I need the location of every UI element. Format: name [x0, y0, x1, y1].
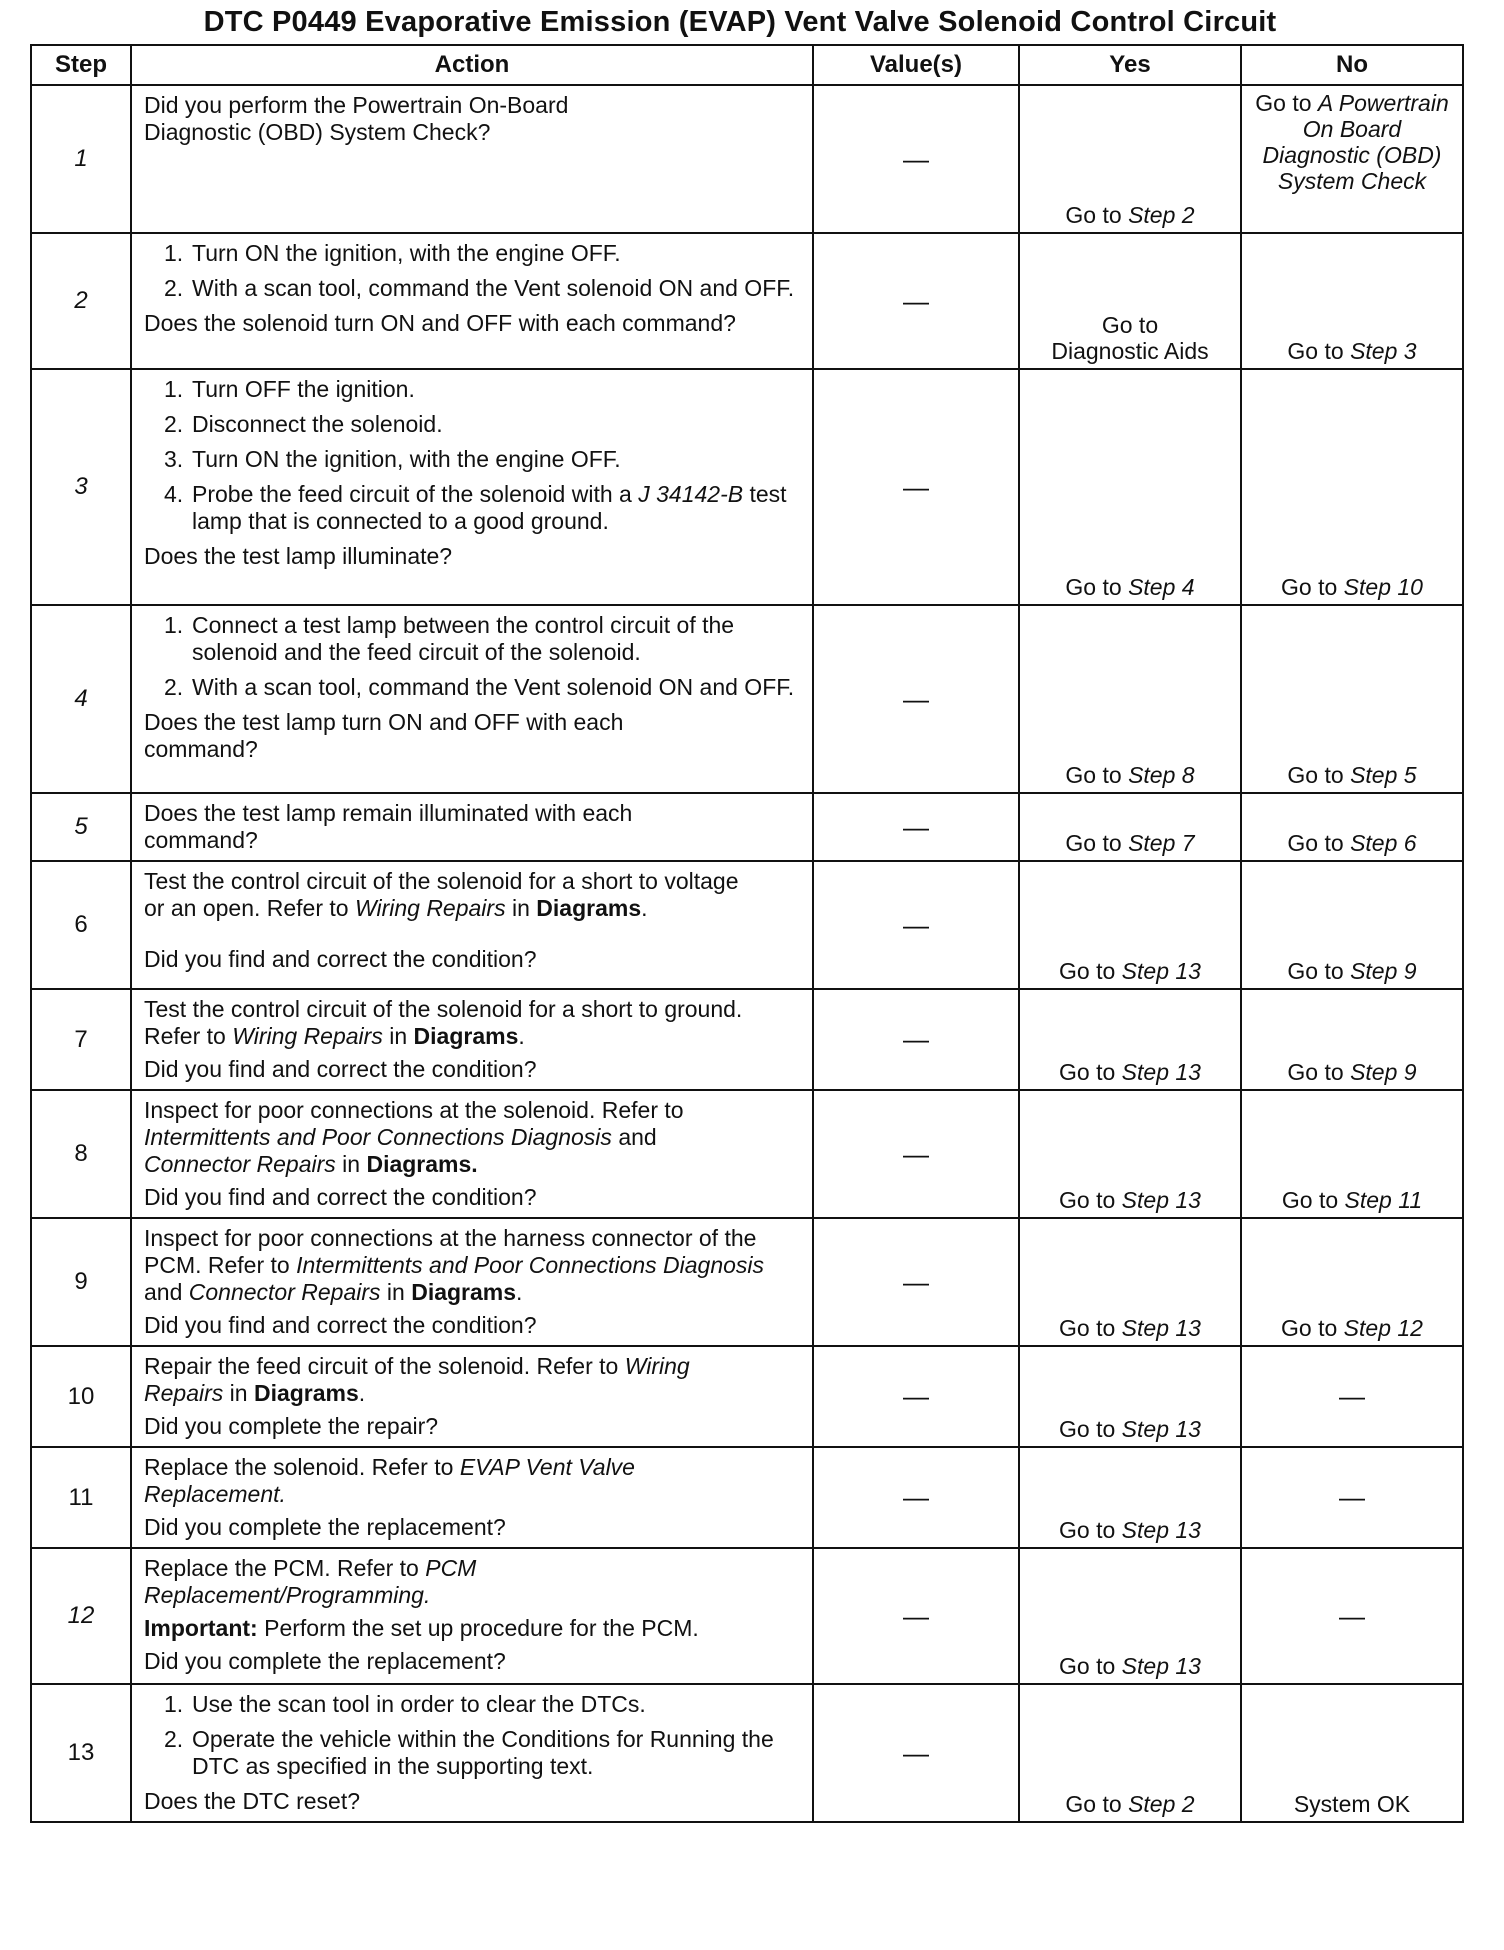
table-row: [31, 233, 1463, 369]
goto-label: Go to: [1287, 958, 1344, 984]
table-row: [31, 1218, 1463, 1346]
table-row: [31, 85, 1463, 233]
step-number: 10: [31, 1346, 131, 1447]
action-question: Does the DTC reset?: [144, 1788, 361, 1814]
yes-cell: [1019, 1218, 1241, 1346]
action-question: Did you find and correct the condition?: [144, 1056, 537, 1082]
action-list: [144, 376, 802, 535]
value-cell: —: [813, 1447, 1019, 1548]
action-text: Replace the solenoid. Refer to EVAP Vent Valve Replacement.: [144, 1454, 635, 1507]
value-cell: —: [813, 989, 1019, 1090]
yes-cell: [1019, 1090, 1241, 1218]
no-target: Step 11: [1344, 1187, 1423, 1213]
value-cell: —: [813, 861, 1019, 989]
value-cell: —: [813, 1548, 1019, 1684]
list-item: 2. With a scan tool, command the Vent solenoid ON and OFF.: [164, 275, 795, 301]
yes-cell: [1019, 861, 1241, 989]
action-question: Does the test lamp illuminate?: [144, 543, 453, 569]
yes-cell: [1019, 989, 1241, 1090]
goto-label: Go to: [1065, 202, 1122, 228]
action-text: Test the control circuit of the solenoid for a short to voltage or an open. Refer to Wiring Repairs in Diagrams.: [144, 868, 739, 921]
no-cell: [1241, 989, 1463, 1090]
value-cell: —: [813, 1346, 1019, 1447]
yes-target: Step 4: [1128, 574, 1195, 600]
yes-cell: [1019, 1346, 1241, 1447]
diagnostic-table: [30, 44, 1464, 1823]
action-cell: [131, 85, 813, 233]
step-number: 6: [31, 861, 131, 989]
goto-label: Go to: [1287, 830, 1344, 856]
yes-cell: [1019, 1447, 1241, 1548]
important-note: Important: Perform the set up procedure for the PCM.: [144, 1615, 699, 1641]
header-action: Action: [131, 45, 813, 85]
yes-target: Step 13: [1121, 1059, 1201, 1085]
goto-label: Go to: [1287, 762, 1344, 788]
step-number: 3: [31, 369, 131, 605]
no-cell: System OK: [1241, 1684, 1463, 1822]
no-cell: [1241, 85, 1463, 233]
step-number: 13: [31, 1684, 131, 1822]
yes-target: Step 8: [1128, 762, 1195, 788]
action-text: Did you perform the Powertrain On-Board Diagnostic (OBD) System Check?: [144, 92, 569, 145]
yes-target: Step 13: [1121, 958, 1201, 984]
action-text: Repair the feed circuit of the solenoid. Refer to Wiring Repairs in Diagrams.: [144, 1353, 690, 1406]
action-question: Did you find and correct the condition?: [144, 1312, 537, 1338]
list-item: 1. Connect a test lamp between the control circuit of the solenoid and the feed circuit of the solenoid.: [164, 612, 735, 665]
action-question: Did you find and correct the condition?: [144, 946, 537, 972]
yes-target: Step 7: [1128, 830, 1195, 856]
goto-label: Go to: [1101, 312, 1159, 338]
step-number: 1: [31, 85, 131, 233]
yes-cell: [1019, 793, 1241, 861]
goto-label: Go to: [1059, 1187, 1116, 1213]
goto-label: Go to: [1059, 1416, 1116, 1442]
goto-label: Go to: [1281, 1315, 1338, 1341]
no-target: Step 5: [1350, 762, 1417, 788]
no-cell: [1241, 369, 1463, 605]
step-number: 2: [31, 233, 131, 369]
yes-target: Step 13: [1121, 1416, 1201, 1442]
action-list: [144, 1691, 802, 1780]
list-item: 1. Turn OFF the ignition.: [164, 376, 415, 402]
no-target: Step 6: [1350, 830, 1417, 856]
goto-label: Go to: [1059, 958, 1116, 984]
action-cell: [131, 1090, 813, 1218]
step-number: 12: [31, 1548, 131, 1684]
value-cell: —: [813, 793, 1019, 861]
list-item: 3. Turn ON the ignition, with the engine OFF.: [164, 446, 621, 472]
action-question: Did you complete the replacement?: [144, 1514, 506, 1540]
yes-cell: [1019, 233, 1241, 369]
yes-target: Step 2: [1128, 202, 1195, 228]
step-number: 5: [31, 793, 131, 861]
no-target: Step 9: [1350, 958, 1417, 984]
no-cell: —: [1241, 1447, 1463, 1548]
no-cell: [1241, 1218, 1463, 1346]
action-cell: [131, 605, 813, 793]
value-cell: —: [813, 1090, 1019, 1218]
header-step: Step: [31, 45, 131, 85]
value-cell: —: [813, 605, 1019, 793]
yes-target: Step 13: [1121, 1187, 1201, 1213]
yes-target: Diagnostic Aids: [1051, 338, 1209, 364]
goto-label: Go to: [1059, 1315, 1116, 1341]
list-item: 2. With a scan tool, command the Vent solenoid ON and OFF.: [164, 674, 795, 700]
yes-cell: [1019, 85, 1241, 233]
goto-label: Go to: [1059, 1059, 1116, 1085]
yes-target: Step 13: [1121, 1653, 1201, 1679]
yes-cell: [1019, 369, 1241, 605]
no-cell: —: [1241, 1548, 1463, 1684]
goto-label: Go to: [1059, 1653, 1116, 1679]
goto-label: Go to: [1287, 338, 1344, 364]
table-row: [31, 1346, 1463, 1447]
action-cell: [131, 989, 813, 1090]
goto-label: Go to: [1281, 574, 1338, 600]
header-yes: Yes: [1019, 45, 1241, 85]
list-item: 1. Turn ON the ignition, with the engine OFF.: [164, 240, 621, 266]
goto-label: Go to: [1065, 762, 1122, 788]
action-list: [144, 240, 802, 302]
action-list: [144, 612, 802, 701]
no-target: Step 12: [1343, 1315, 1423, 1341]
table-row: [31, 1548, 1463, 1684]
value-cell: —: [813, 233, 1019, 369]
no-cell: [1241, 233, 1463, 369]
goto-label: Go to: [1281, 1187, 1339, 1213]
action-cell: [131, 1346, 813, 1447]
yes-target: Step 2: [1128, 1791, 1195, 1817]
no-target: Step 3: [1350, 338, 1417, 364]
goto-label: Go to: [1065, 1791, 1122, 1817]
header-no: No: [1241, 45, 1463, 85]
no-target: Step 10: [1343, 574, 1423, 600]
yes-cell: [1019, 1548, 1241, 1684]
action-question: Did you find and correct the condition?: [144, 1184, 537, 1210]
table-row: [31, 793, 1463, 861]
value-cell: —: [813, 369, 1019, 605]
action-cell: [131, 369, 813, 605]
goto-label: Go to: [1287, 1059, 1344, 1085]
header-row: [31, 45, 1463, 85]
goto-label: Go to: [1065, 574, 1122, 600]
no-target: A Powertrain On Board Diagnostic (OBD) System Check: [1262, 90, 1449, 194]
action-cell: [131, 1548, 813, 1684]
page-title: DTC P0449 Evaporative Emission (EVAP) Vent Valve Solenoid Control Circuit: [203, 6, 1277, 38]
table-row: [31, 989, 1463, 1090]
action-cell: [131, 1218, 813, 1346]
step-number: 7: [31, 989, 131, 1090]
action-cell: [131, 233, 813, 369]
table-row: [31, 1684, 1463, 1822]
step-number: 9: [31, 1218, 131, 1346]
action-cell: [131, 793, 813, 861]
table-row: [31, 369, 1463, 605]
table-row: [31, 605, 1463, 793]
action-cell: [131, 861, 813, 989]
table-row: [31, 1090, 1463, 1218]
header-values: Value(s): [813, 45, 1019, 85]
table-row: [31, 861, 1463, 989]
goto-label: Go to: [1059, 1517, 1116, 1543]
no-cell: —: [1241, 1346, 1463, 1447]
action-question: Does the solenoid turn ON and OFF with each command?: [144, 310, 736, 336]
no-cell: [1241, 605, 1463, 793]
goto-label: Go to: [1065, 830, 1122, 856]
yes-cell: [1019, 1684, 1241, 1822]
yes-target: Step 13: [1121, 1517, 1201, 1543]
step-number: 4: [31, 605, 131, 793]
value-cell: —: [813, 1218, 1019, 1346]
action-text: Test the control circuit of the solenoid for a short to ground. Refer to Wiring Repairs in Diagrams.: [144, 996, 743, 1049]
action-question: Did you complete the repair?: [144, 1413, 439, 1439]
tool-ref: J 34142-B: [638, 481, 744, 507]
yes-cell: [1019, 605, 1241, 793]
action-cell: [131, 1447, 813, 1548]
list-item: 2. Operate the vehicle within the Conditions for Running the DTC as specified in the supporting text.: [164, 1726, 774, 1779]
action-text: Replace the PCM. Refer to PCM Replacement/Programming.: [144, 1555, 477, 1608]
action-text: Inspect for poor connections at the solenoid. Refer to Intermittents and Poor Connections Diagnosis and Connector Repairs in Diagrams.: [144, 1097, 684, 1177]
no-cell: [1241, 861, 1463, 989]
step-number: 11: [31, 1447, 131, 1548]
action-text: Inspect for poor connections at the harness connector of the PCM. Refer to Intermittents and Poor Connections Diagnosis and Connector Repairs in Diagrams.: [144, 1225, 765, 1305]
action-question: Does the test lamp turn ON and OFF with each command?: [144, 709, 624, 762]
no-target: Step 9: [1350, 1059, 1417, 1085]
list-item: 1. Use the scan tool in order to clear the DTCs.: [164, 1691, 646, 1717]
list-item: 4. Probe the feed circuit of the solenoid with a J 34142-B test lamp that is connected to a good ground.: [164, 481, 787, 534]
goto-label: Go to: [1255, 90, 1312, 116]
no-cell: [1241, 793, 1463, 861]
action-question: Does the test lamp remain illuminated with each command?: [144, 800, 633, 853]
yes-target: Step 13: [1121, 1315, 1201, 1341]
value-cell: —: [813, 85, 1019, 233]
step-number: 8: [31, 1090, 131, 1218]
table-row: [31, 1447, 1463, 1548]
list-item: 2. Disconnect the solenoid.: [164, 411, 443, 437]
no-cell: [1241, 1090, 1463, 1218]
value-cell: —: [813, 1684, 1019, 1822]
action-question: Did you complete the replacement?: [144, 1648, 506, 1674]
action-cell: [131, 1684, 813, 1822]
